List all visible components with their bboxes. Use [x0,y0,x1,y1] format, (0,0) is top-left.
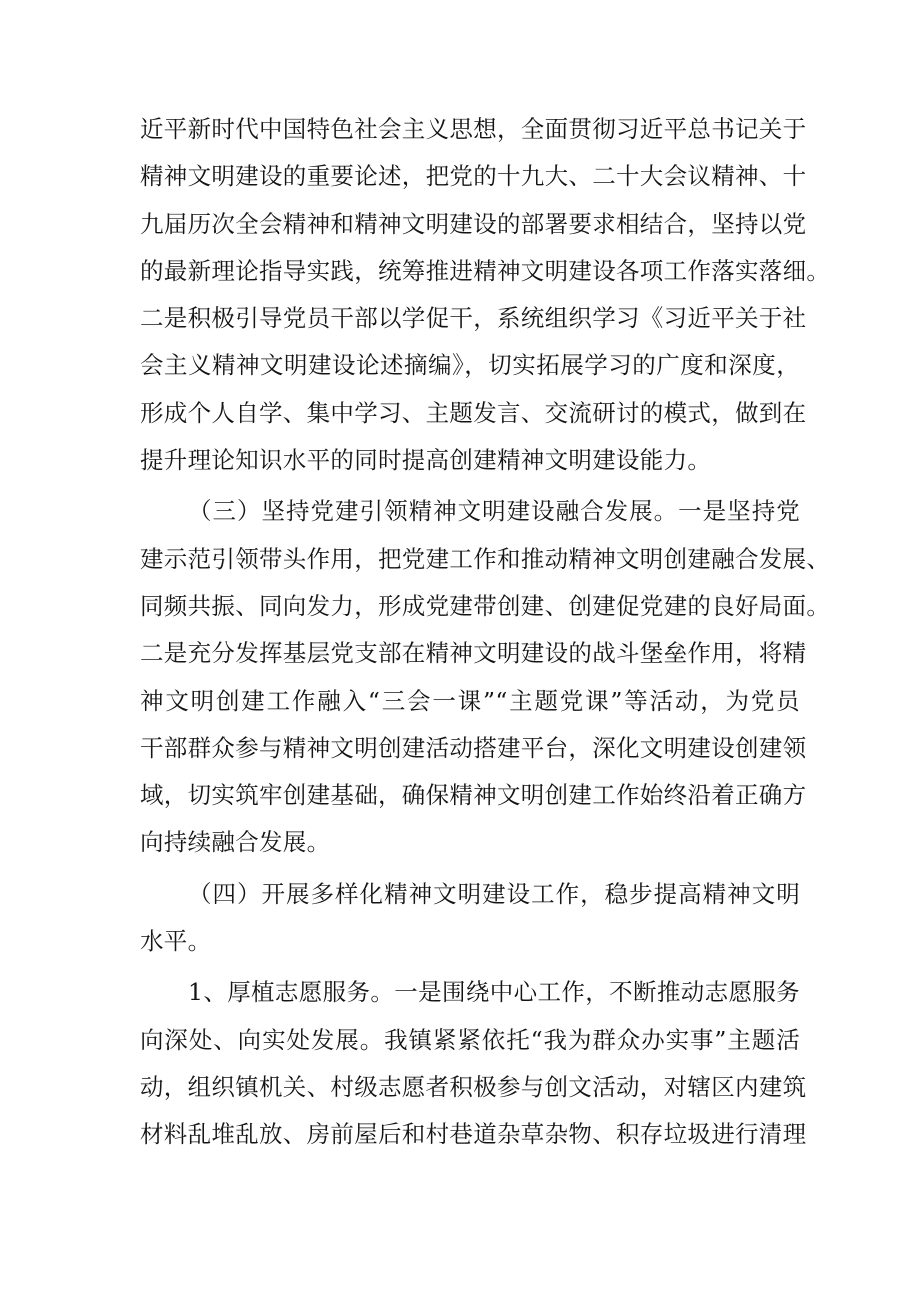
paragraph-4 [140,969,807,1158]
text-line: 域，切实筑牢创建基础，确保精神文明创建工作始终沿着正确方 [140,781,807,810]
paragraph-3 [140,871,800,966]
text-line: 动，组织镇机关、村级志愿者积极参与创文活动，对辖区内建筑 [140,1072,807,1101]
document-body [140,106,831,1159]
text-line: 干部群众参与精神文明创建活动搭建平台，深化文明建设创建领 [140,733,807,762]
text-line: 向持续融合发展。 [140,828,331,857]
text-line: （三）坚持党建引领精神文明建设融合发展。一是坚持党 [188,497,800,526]
text-line: 九届历次全会精神和精神文明建设的部署要求相结合，坚持以党 [140,209,807,238]
paragraph-2 [140,488,831,866]
text-line: 神文明创建工作融入“三会一课”“主题党课”等活动，为党员 [140,686,800,715]
text-line: 提升理论知识水平的同时提高创建精神文明建设能力。 [140,446,712,475]
text-line: 向深处、向实处发展。我镇紧紧依托“我为群众办实事”主题活 [140,1025,800,1054]
text-line: 二是积极引导党员干部以学促干，系统组织学习《习近平关于社 [140,304,807,333]
text-line: 建示范引领带头作用，把党建工作和推动精神文明创建融合发展、 [140,544,831,573]
text-line: 二是充分发挥基层党支部在精神文明建设的战斗堡垒作用，将精 [140,639,807,668]
text-line: 水平。 [140,927,212,956]
text-line: 的最新理论指导实践，统筹推进精神文明建设各项工作落实落细。 [140,256,831,285]
paragraph-1 [140,106,831,484]
text-line: 形成个人自学、集中学习、主题发言、交流研讨的模式，做到在 [140,398,807,427]
text-line: 同频共振、同向发力，形成党建带创建、创建促党建的良好局面。 [140,591,831,620]
text-line: 材料乱堆乱放、房前屋后和村巷道杂草杂物、积存垃圾进行清理 [140,1120,807,1149]
text-line: （四）开展多样化精神文明建设工作，稳步提高精神文明 [188,879,800,908]
text-line: 1、厚植志愿服务。一是围绕中心工作，不断推动志愿服务 [188,978,800,1007]
text-line: 精神文明建设的重要论述，把党的十九大、二十大会议精神、十 [140,162,807,191]
text-line: 会主义精神文明建设论述摘编》，切实拓展学习的广度和深度， [140,351,800,380]
text-line: 近平新时代中国特色社会主义思想，全面贯彻习近平总书记关于 [140,115,807,143]
